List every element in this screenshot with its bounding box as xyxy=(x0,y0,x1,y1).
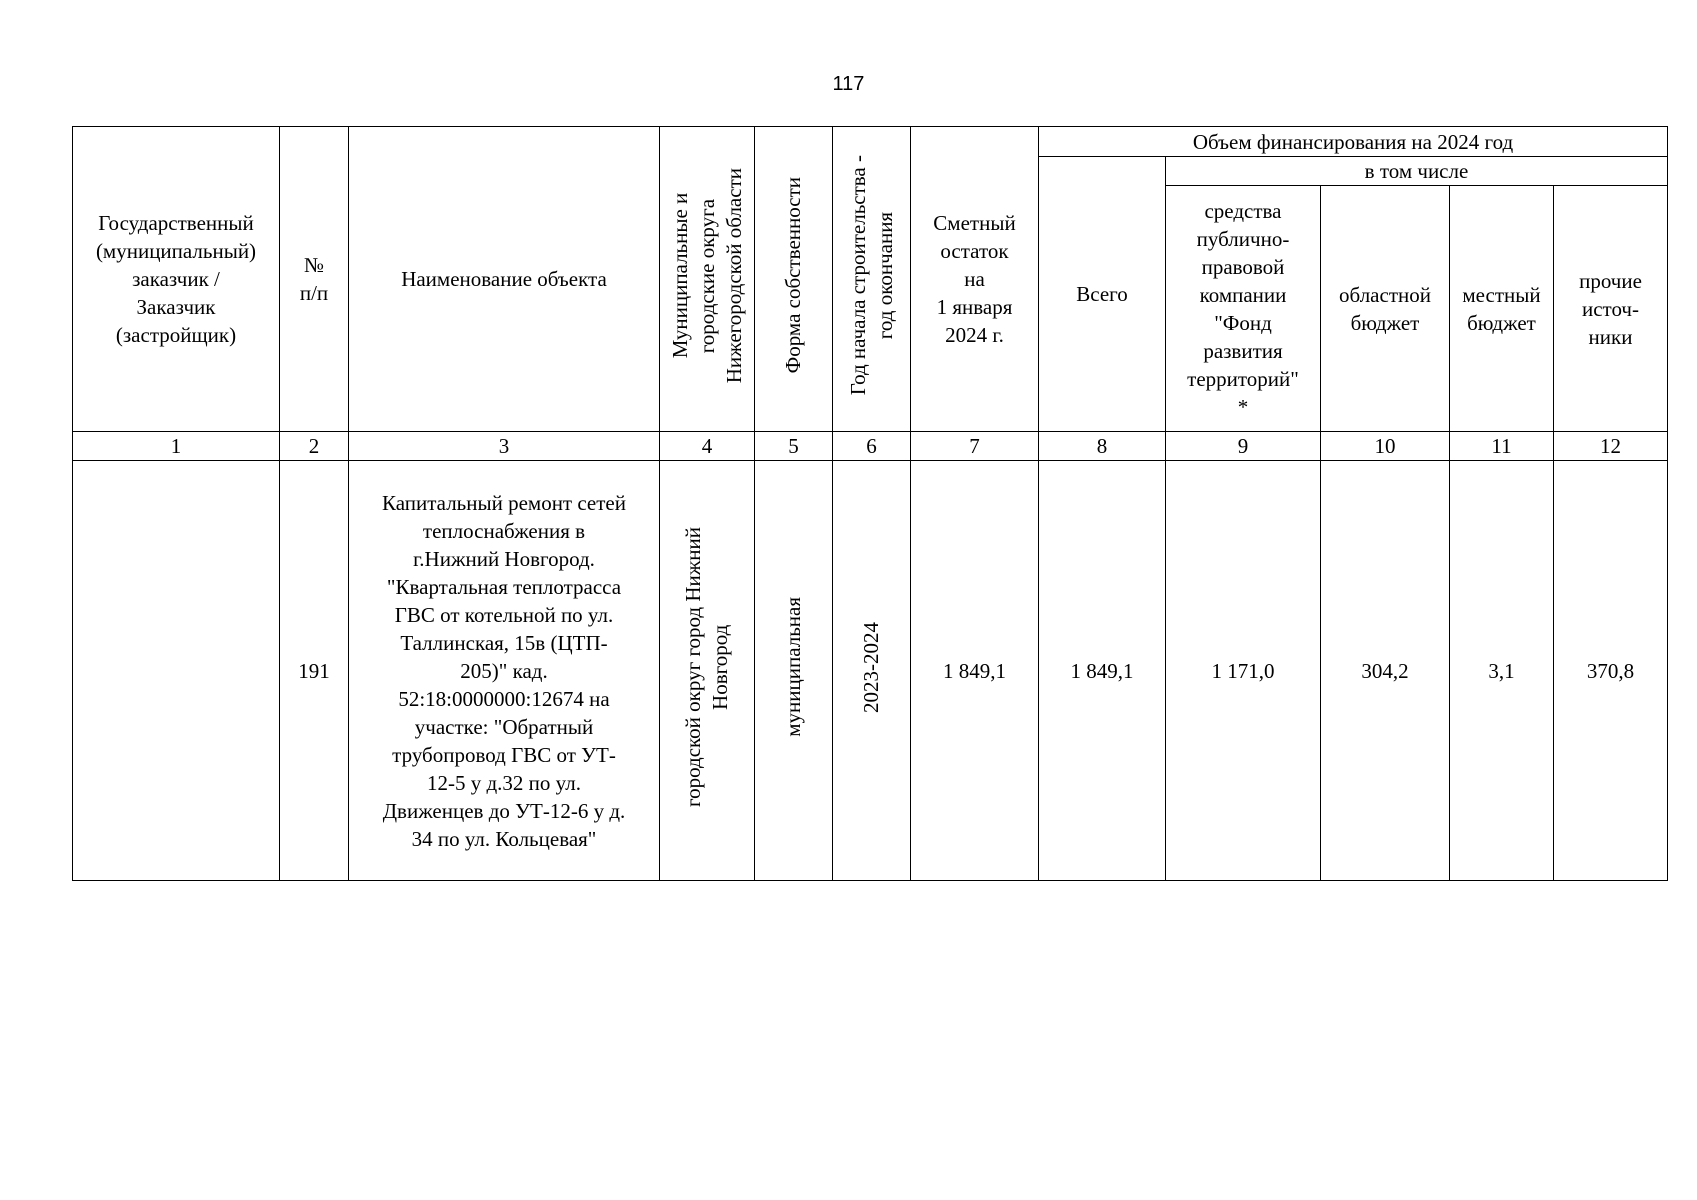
header-years-text: Год начала строительства - год окончания xyxy=(845,155,897,396)
row-total: 1 849,1 xyxy=(1039,461,1166,881)
row-balance: 1 849,1 xyxy=(911,461,1039,881)
header-object-name: Наименование объекта xyxy=(349,127,660,432)
row-years xyxy=(833,461,911,881)
header-ownership xyxy=(755,127,833,432)
row-regional: 304,2 xyxy=(1321,461,1450,881)
row-ownership-text: муниципальная xyxy=(781,597,805,737)
header-regional: областной бюджет xyxy=(1321,186,1450,432)
header-ownership-text: Форма собственности xyxy=(781,177,805,374)
header-customer: Государственный (муниципальный) заказчик / Заказчик (застройщик) xyxy=(73,127,280,432)
header-total: Всего xyxy=(1039,157,1166,432)
row-local: 3,1 xyxy=(1450,461,1554,881)
financing-table xyxy=(72,126,1668,881)
page-number: 117 xyxy=(832,73,865,95)
column-number: 5 xyxy=(755,432,833,461)
header-municipality-text: Муниципальные и городские округа Нижегородской области xyxy=(667,167,746,384)
column-number-row xyxy=(73,432,1668,461)
column-number: 1 xyxy=(73,432,280,461)
row-ownership xyxy=(755,461,833,881)
header-fund: средства публично- правовой компании "Фонд развития территорий" * xyxy=(1166,186,1321,432)
header-local: местный бюджет xyxy=(1450,186,1554,432)
header-including: в том числе xyxy=(1166,157,1668,186)
header-other: прочие источ- ники xyxy=(1554,186,1668,432)
header-funding-group: Объем финансирования на 2024 год xyxy=(1039,127,1668,157)
column-number: 12 xyxy=(1554,432,1668,461)
column-number: 11 xyxy=(1450,432,1554,461)
row-years-text: 2023-2024 xyxy=(859,621,883,713)
row-object-name: Капитальный ремонт сетей теплоснабжения в г.Нижний Новгород. "Квартальная теплотрасса ГВС от котельной по ул. Таллинская, 15в (ЦТП- 205)" кад. 52:18:0000000:12674 на участке: "Обратный трубопровод ГВС от УТ- 12-5 у д.32 по ул. Движенцев до УТ-12-6 у д. 34 по ул. Кольцевая" xyxy=(349,461,660,881)
row-municipality-text: городской округ город Нижний Новгород xyxy=(681,527,732,807)
table-row xyxy=(73,461,1668,881)
header-municipality xyxy=(660,127,755,432)
column-number: 10 xyxy=(1321,432,1450,461)
column-number: 3 xyxy=(349,432,660,461)
row-customer xyxy=(73,461,280,881)
column-number: 6 xyxy=(833,432,911,461)
column-number: 9 xyxy=(1166,432,1321,461)
column-number: 7 xyxy=(911,432,1039,461)
header-years xyxy=(833,127,911,432)
header-number: № п/п xyxy=(280,127,349,432)
column-number: 2 xyxy=(280,432,349,461)
row-fund: 1 171,0 xyxy=(1166,461,1321,881)
row-number: 191 xyxy=(280,461,349,881)
column-number: 4 xyxy=(660,432,755,461)
header-balance: Сметный остаток на 1 января 2024 г. xyxy=(911,127,1039,432)
column-number: 8 xyxy=(1039,432,1166,461)
row-other: 370,8 xyxy=(1554,461,1668,881)
row-municipality xyxy=(660,461,755,881)
header-row-1 xyxy=(73,127,1668,157)
